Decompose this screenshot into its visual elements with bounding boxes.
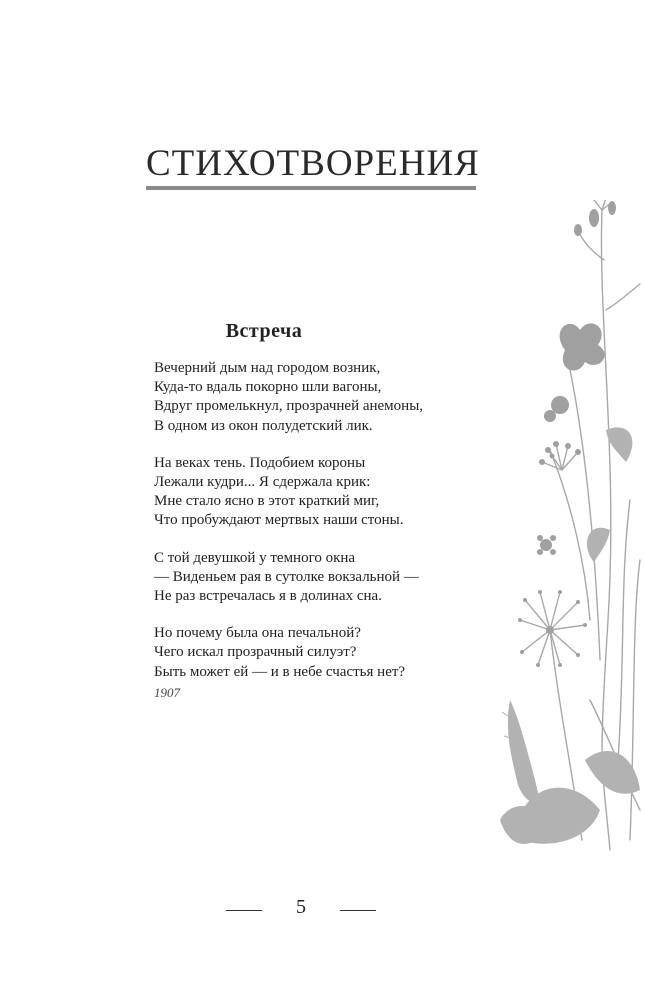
folio-rule-right	[340, 910, 376, 911]
poem-line: Мне стало ясно в этот краткий миг,	[154, 493, 380, 510]
poem-line: Но почему была она печальной?	[154, 625, 361, 642]
poem-line: Не раз встречалась я в долинах сна.	[154, 588, 382, 605]
poem-line: На веках тень. Подобием короны	[154, 454, 366, 471]
stanza	[154, 624, 474, 682]
poem-date: 1907	[154, 685, 180, 700]
stanza	[154, 359, 474, 436]
poem-line: Куда-то вдаль покорно шли вагоны,	[154, 379, 382, 396]
poem-line: Лежали кудри... Я сдержала крик:	[154, 474, 371, 491]
poem-line: — Виденьем рая в сутолке вокзальной —	[154, 568, 419, 585]
poem-line: Вечерний дым над городом возник,	[154, 360, 381, 376]
poem-line: Вдруг промелькнул, прозрачней анемоны,	[154, 398, 424, 415]
poem-line: Быть может ей — и в небе счастья нет?	[154, 663, 406, 680]
wildflowers-illustration-icon	[490, 200, 645, 860]
stanza	[154, 549, 474, 607]
section-title-rule	[146, 186, 476, 190]
poem-line: В одном из окон полудетский лик.	[154, 417, 373, 434]
poem-title: Встреча	[225, 320, 303, 342]
poem-body	[154, 359, 474, 700]
stanza	[154, 454, 474, 531]
folio-rule-left	[226, 910, 262, 911]
section-title: СТИХОТВОРЕНИЯ	[146, 143, 480, 184]
poem-line: Что пробуждают мертвых наши стоны.	[154, 512, 404, 529]
poem-line: Чего искал прозрачный силуэт?	[154, 644, 357, 661]
page-number: 5	[296, 896, 306, 918]
poem-line: С той девушкой у темного окна	[154, 549, 356, 566]
